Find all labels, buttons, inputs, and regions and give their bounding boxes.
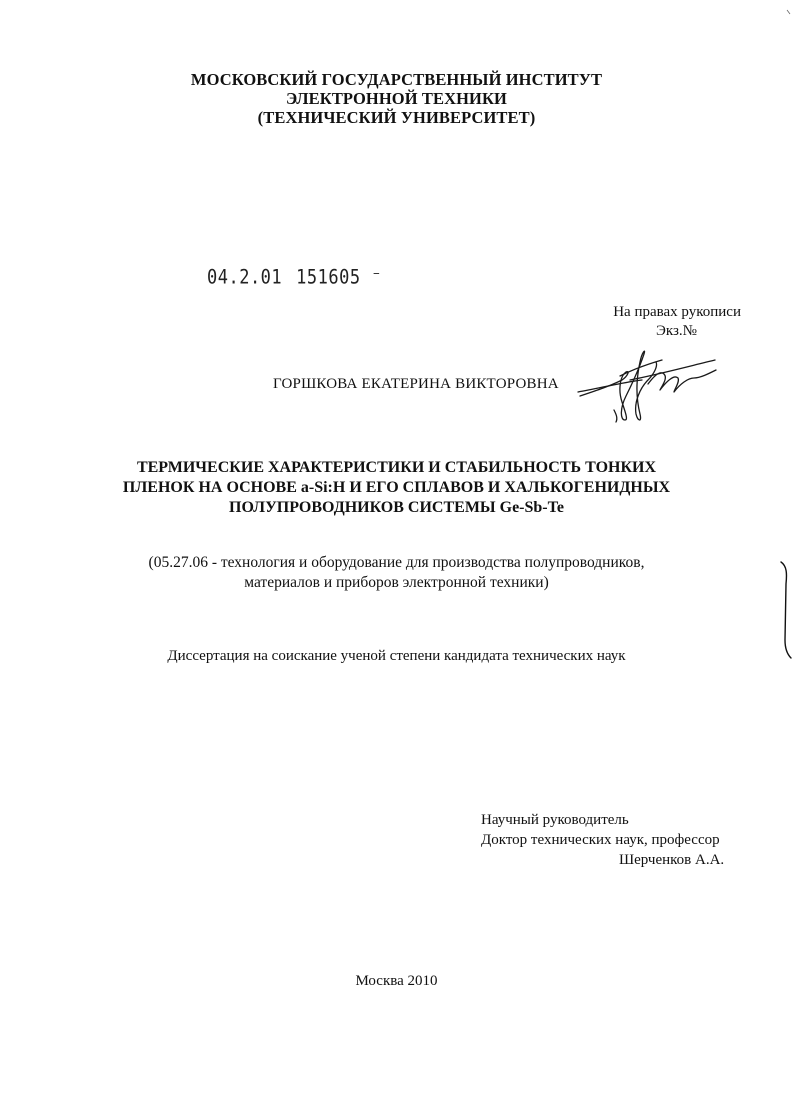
- rights-label: На правах рукописи: [613, 304, 741, 320]
- degree-text: Диссертация на соискание ученой степени кандидата технических наук: [167, 648, 626, 664]
- supervisor-name: Шерченков А.А.: [619, 852, 725, 868]
- scan-mark-icon: [786, 2, 792, 8]
- specialty-code: [0, 553, 793, 593]
- institute-header: [0, 70, 793, 127]
- manuscript-rights: [613, 303, 741, 341]
- specialty-line-2: материалов и приборов электронной техники): [244, 574, 549, 591]
- city-year-text: Москва 2010: [355, 973, 438, 989]
- specialty-line-1: (05.27.06 - технология и оборудование для производства полупроводников,: [148, 554, 645, 571]
- title-line-3: ПОЛУПРОВОДНИКОВ СИСТЕМЫ Ge-Sb-Te: [229, 499, 564, 516]
- city-year: [0, 973, 793, 990]
- title-line-2: ПЛЕНОК НА ОСНОВЕ a-Si:H И ЕГО СПЛАВОВ И ХАЛЬКОГЕНИДНЫХ: [122, 479, 671, 496]
- degree-statement: [0, 648, 793, 665]
- author-name: ГОРШКОВА ЕКАТЕРИНА ВИКТОРОВНА: [273, 376, 559, 392]
- scientific-supervisor: [481, 810, 724, 870]
- title-line-1: ТЕРМИЧЕСКИЕ ХАРАКТЕРИСТИКИ И СТАБИЛЬНОСТЬ ТОНКИХ: [136, 459, 657, 476]
- stamp-code-2: 151605 ⁻: [296, 266, 383, 289]
- margin-bracket-icon: [775, 560, 793, 660]
- registration-stamp: [207, 266, 382, 289]
- supervisor-role: Научный руководитель: [481, 812, 629, 828]
- signature-icon: [570, 340, 720, 430]
- institute-line-3: (ТЕХНИЧЕСКИЙ УНИВЕРСИТЕТ): [257, 108, 536, 127]
- supervisor-rank: Доктор технических наук, профессор: [481, 832, 720, 848]
- copy-number-label: Экз.№: [656, 323, 697, 339]
- stamp-code-1: 04.2.01: [207, 266, 283, 289]
- institute-line-1: МОСКОВСКИЙ ГОСУДАРСТВЕННЫЙ ИНСТИТУТ: [190, 70, 603, 89]
- dissertation-title: [0, 458, 793, 518]
- institute-line-2: ЭЛЕКТРОННОЙ ТЕХНИКИ: [286, 89, 507, 108]
